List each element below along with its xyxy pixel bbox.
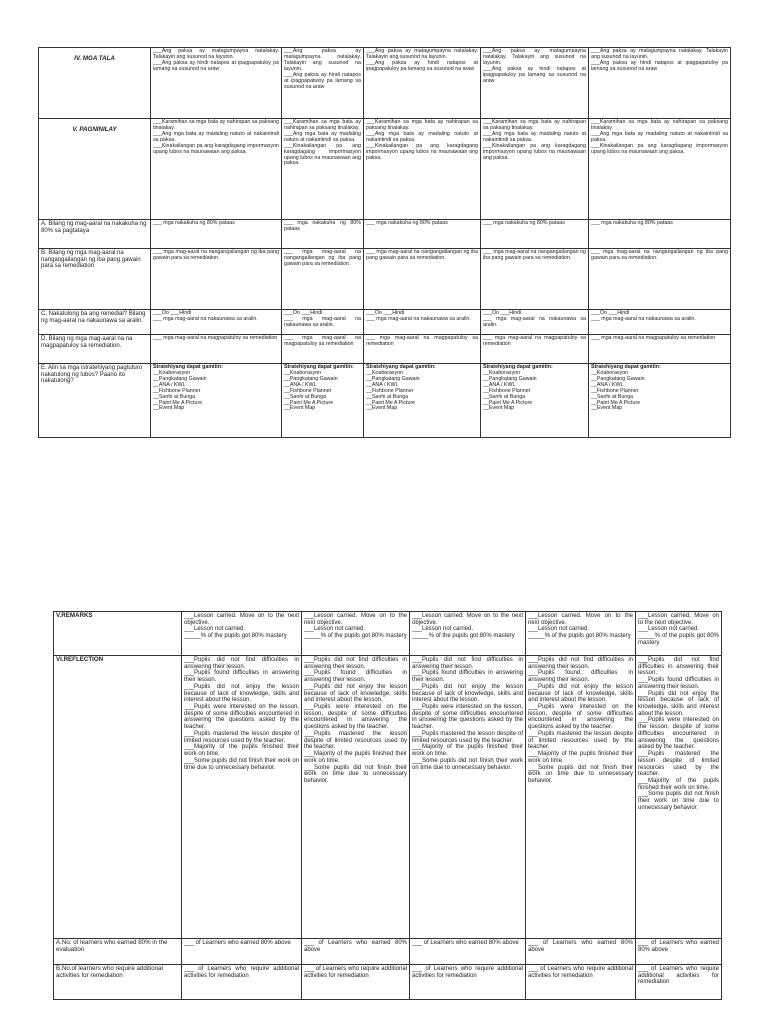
cell-line: ___ of Learners who earned 80% above	[528, 940, 633, 953]
table-cell	[481, 220, 589, 249]
table-cell	[636, 939, 722, 965]
cell-line: ___Pupils did not find difficulties in answering their lesson.	[304, 657, 407, 670]
table-cell	[481, 249, 589, 310]
row-label: VI.REFLECTION	[54, 656, 182, 939]
table-cell	[282, 48, 364, 119]
cell-line: ___ mga mag-aaral na nangangailangan ng iba pang gawain para sa remediation.	[366, 249, 478, 261]
cell-line: ___Kinakailangan pa ang karagdagang impormasyon upang lubos na maunawaan ang paksa.	[483, 142, 586, 161]
table-cell	[151, 249, 282, 310]
cell-line: _____% of the pupils got 80% mastery	[304, 633, 407, 640]
top-table-mga-tala-pagninilay	[38, 47, 731, 438]
cell-line: __ANA / KWL	[366, 381, 399, 388]
table-cell	[364, 48, 481, 119]
cell-line: ___Ang paksa ay matagumpayna natalakay. Talakayin ang susunod na layunin.	[366, 48, 478, 60]
cell-line: __Pangkatang Gawain	[483, 375, 537, 382]
cell-line: ___Majority of the pupils finished their work on time.	[638, 777, 719, 791]
cell-line: __Paint Me A Picture	[284, 399, 334, 406]
cell-line: ___Some pupils did not finish their work on time due to unnecessary behavior.	[304, 764, 407, 784]
cell-line: ___Karamihan sa mga bata ay nahirapan sa paksang tinalakay.	[591, 119, 728, 131]
cell-line: ___Pupils were interested on the lesson, despite of some difficulties encountered in answering the questions asked by the teacher.	[638, 717, 719, 751]
cell-line: ___Pupils found difficulties in answering their lesson.	[412, 670, 523, 684]
cell-line: ___Pupils did not find difficulties in answering their lesson.	[528, 657, 633, 670]
cell-line: ___Pupils mastered the lesson despite of limited resources used by the teacher.	[184, 730, 299, 744]
cell-line: __Event Map	[284, 405, 316, 412]
cell-line: ___Pupils did not find difficulties in answering their lesson.	[638, 657, 719, 677]
cell-line: __Event Map	[483, 405, 515, 412]
cell-line: ___ mga nakakuha ng 80% pataas	[153, 220, 235, 226]
table-cell	[589, 364, 731, 438]
table-cell	[589, 48, 731, 119]
cell-line: __Fishbone Planner	[366, 387, 414, 394]
cell-line: ___Pupils mastered the lesson despite of limited resources used by the teacher.	[304, 730, 407, 751]
cell-line: __Koaborasyon	[483, 369, 521, 376]
table-row	[39, 364, 731, 438]
cell-line: ___Pupils did not enjoy the lesson because of lack of knowledge, skills and interest about the lesson.	[412, 683, 523, 704]
table-cell	[636, 965, 722, 1000]
cell-line: ___Ang paksa ay hindi natapos at ipagpapatuloy pa lamang sa susunod na araw	[591, 59, 728, 72]
row-label: V.REMARKS	[54, 612, 182, 656]
cell-line: ___Oo ___Hindi	[483, 310, 522, 316]
row-label: C. Nakatulong ba ang remedial? Bilang ng mag-aaral na nakaunawa sa aralin.	[39, 310, 151, 335]
cell-line: ___Ang paksa ay hindi natapos at ipagpapatuloy pa lamang sa susunod na araw	[284, 71, 361, 90]
table-cell	[364, 119, 481, 220]
cell-line: __Event Map	[153, 405, 185, 412]
cell-line: ___Pupils found difficulties in answering their lesson.	[528, 670, 633, 684]
table-cell	[481, 310, 589, 335]
cell-line: ___Karamihan sa mga bata ay nahirapan sa paksang tinalakay.	[284, 119, 361, 131]
cell-line: ___Some pupils did not finish their work on time due to unnecessary behavior.	[638, 791, 719, 811]
cell-line: ___Pupils were interested on the lesson, despite of some difficulties encountered in answering the questions asked by the teacher.	[304, 704, 407, 731]
cell-line: ___ of Learners who earned 80% above	[304, 940, 407, 953]
cell-line: __Event Map	[366, 405, 398, 412]
table-cell	[151, 220, 282, 249]
table-cell	[151, 119, 282, 220]
cell-line: ___Pupils were interested on the lesson, despite of some difficulties encountered in answering the questions asked by the teacher.	[184, 704, 299, 731]
strategy-heading: Stratehiyang dapat gamitin:	[153, 364, 223, 370]
cell-line: ___Pupils were interested on the lesson, despite of some difficulties encountered in answering the questions asked by the teacher.	[412, 704, 523, 731]
table-cell	[151, 335, 282, 364]
table-cell	[526, 939, 636, 965]
cell-line: ___ of Learners who require additional activities for remediation	[528, 966, 633, 979]
cell-line: ___Lesson not carried.	[412, 626, 474, 633]
table-cell	[526, 612, 636, 656]
strategy-heading: Stratehiyang dapat gamitin:	[591, 364, 661, 370]
table-cell	[282, 310, 364, 335]
table-cell	[182, 656, 302, 939]
table-cell	[410, 939, 526, 965]
table-cell	[302, 939, 410, 965]
cell-line: __Pangkatang Gawain	[591, 375, 645, 382]
cell-line: ___Ang mga bata ay madaling natuto at nakaintindi sa paksa.	[366, 130, 478, 143]
cell-line: ___Some pupils did not finish their work on time due to unnecessary behavior.	[412, 757, 523, 771]
table-cell	[364, 310, 481, 335]
cell-line: ___Lesson not carried.	[638, 626, 700, 633]
cell-line: __Paint Me A Picture	[366, 399, 416, 406]
table-cell	[636, 612, 722, 656]
cell-line: __Pangkatang Gawain	[366, 375, 420, 382]
cell-line: __Sanhi at Bunga	[153, 393, 196, 400]
cell-line: __Paint Me A Picture	[591, 399, 641, 406]
table-cell	[282, 249, 364, 310]
cell-line: ___ mga mag-aaral na nakaunawa sa aralin.	[591, 315, 696, 322]
cell-line: ___ mga mag-aaral na nangangailangan ng iba pang gawain para sa remediation.	[591, 249, 728, 261]
cell-line: __Sanhi at Bunga	[284, 393, 327, 400]
cell-line: ___Pupils mastered the lesson despite of limited resources used by the teacher.	[412, 730, 523, 744]
strategy-heading: Stratehiyang dapat gamitin:	[284, 364, 354, 370]
table-cell	[636, 656, 722, 939]
cell-line: ___ mga mag-aaral na nakaunawa sa aralin.	[366, 315, 471, 322]
cell-line: ___Ang mga bata ay madaling natuto at nakaintindi sa paksa.	[591, 130, 728, 143]
table-row	[54, 656, 722, 939]
cell-line: ___ mga mag-aaral na magpapatuloy sa remediation	[284, 335, 361, 347]
cell-line: ___Lesson carried. Move on to the next objective.	[638, 613, 719, 626]
cell-line: ___Ang paksa ay hindi natapos at ipagpapatuloy pa lamang sa susunod na araw	[153, 59, 279, 72]
table-cell	[364, 249, 481, 310]
cell-line: ___Lesson not carried.	[184, 626, 246, 633]
cell-line: ___ mga mag-aaral na magpapatuloy sa remediation	[591, 335, 716, 341]
cell-line: ___Lesson carried. Move on to the next objective.	[528, 613, 633, 626]
table-cell	[410, 612, 526, 656]
table-cell	[481, 335, 589, 364]
table-cell	[282, 119, 364, 220]
cell-line: ___Pupils did not enjoy the lesson because of lack of knowledge, skills and interest about the lesson.	[304, 683, 407, 704]
row-label: A. Bilang ng mag-aaral na nakakuha ng 80% sa pagtataya	[39, 220, 151, 249]
cell-line: ___ mga nakakuha ng 80% pataas	[284, 220, 361, 232]
cell-line: __Sanhi at Bunga	[591, 393, 634, 400]
cell-line: __Sanhi at Bunga	[483, 393, 526, 400]
cell-line: ___ mga mag-aaral na nakaunawa sa aralin.	[483, 315, 586, 328]
table-cell	[282, 364, 364, 438]
cell-line: __Koaborasyon	[366, 369, 404, 376]
table-row	[39, 48, 731, 119]
cell-line: ___Ang paksa ay matagumpayna natalakay. Talakayin ang susunod na layunin.	[284, 48, 361, 72]
table-cell	[364, 335, 481, 364]
bottom-table-remarks-reflection	[53, 611, 722, 1000]
table-row	[39, 335, 731, 364]
cell-line: ___Kinakailangan pa ang karagdagang impormasyon upang lubos na maunawaan ang paksa.	[591, 142, 728, 155]
cell-line: ___ mga mag-aaral na magpapatuloy sa remediation	[483, 335, 586, 347]
table-row	[39, 119, 731, 220]
cell-line: ___ of Learners who earned 80% above	[184, 940, 291, 946]
table-cell	[182, 965, 302, 1000]
cell-line: ___Pupils did not enjoy the lesson because of lack of knowledge, skills and interest about the lesson.	[184, 683, 299, 704]
cell-line: ___Karamihan sa mga bata ay nahirapan sa paksang tinalakay.	[366, 119, 478, 131]
cell-line: ___Lesson carried. Move on to the next objective.	[412, 613, 523, 626]
table-cell	[302, 612, 410, 656]
cell-line: ___Majority of the pupils finished their work on time.	[304, 751, 407, 764]
table-cell	[481, 119, 589, 220]
table-cell	[364, 364, 481, 438]
cell-line: __Koaborasyon	[591, 369, 629, 376]
cell-line: ___Some pupils did not finish their work on time due to unnecessary behavior.	[184, 757, 299, 771]
cell-line: __Event Map	[591, 405, 623, 412]
cell-line: ___Ang paksa ay hindi natapos at ipagpapatuloy pa lamang sa susunod na araw	[366, 59, 478, 72]
table-cell	[410, 965, 526, 1000]
cell-line: ___Pupils mastered the lesson despite of limited resources used by the teacher.	[638, 751, 719, 778]
cell-line: ___Oo ___Hindi	[366, 310, 405, 316]
cell-line: ___Ang paksa ay matagumpayna natalakay. Talakayin ang susunod na layunin.	[483, 48, 586, 66]
cell-line: ___ of Learners who earned 80% above	[638, 940, 719, 953]
cell-line: __Fishbone Planner	[483, 387, 531, 394]
cell-line: __Paint Me A Picture	[483, 399, 533, 406]
table-row	[39, 249, 731, 310]
row-label: B.No.of learners who require additional activities for remediation	[54, 965, 182, 1000]
table-row	[54, 939, 722, 965]
table-cell	[182, 939, 302, 965]
table-cell	[481, 364, 589, 438]
cell-line: __ANA / KWL	[591, 381, 624, 388]
cell-line: ___Karamihan sa mga bata ay nahirapan sa paksang tinalakay.	[153, 119, 279, 131]
table-cell	[481, 48, 589, 119]
cell-line: _____% of the pupils got 80% mastery	[412, 633, 515, 640]
cell-line: ___Pupils found difficulties in answering their lesson.	[304, 670, 407, 684]
row-label: B. Bilang ng mga mag-aaral na nangangailangan ng iba pang gawain para sa remediation	[39, 249, 151, 310]
row-label: D. Bilang ng mga mag-aaral na na magpapatuloy sa remediation.	[39, 335, 151, 364]
cell-line: ___Oo ___Hindi	[153, 310, 192, 316]
cell-line: ___Pupils were interested on the lesson, despite of some difficulties encountered in answering the questions asked by the teacher.	[528, 704, 633, 731]
cell-line: ___ of Learners who require additional activities for remediation	[412, 966, 523, 979]
cell-line: ___ mga mag-aaral na nangangailangan ng iba pang gawain para sa remediation.	[153, 249, 279, 261]
cell-line: __Sanhi at Bunga	[366, 393, 409, 400]
cell-line: ___Pupils did not enjoy the lesson because of lack of knowledge, skills and interest about the lesson.	[638, 690, 719, 717]
table-cell	[151, 310, 282, 335]
cell-line: ___Pupils found difficulties in answering their lesson.	[184, 670, 299, 684]
table-cell	[302, 656, 410, 939]
cell-line: __Fishbone Planner	[153, 387, 201, 394]
cell-line: ___Ang mga bata ay madaling natuto at nakaintindi sa paksa.	[284, 130, 361, 143]
table-row	[54, 965, 722, 1000]
cell-line: __Koaborasyon	[153, 369, 191, 376]
cell-line: __ANA / KWL	[284, 381, 317, 388]
cell-line: ___Pupils did not find difficulties in answering their lesson.	[412, 657, 523, 670]
table-row	[39, 310, 731, 335]
cell-line: __Pangkatang Gawain	[153, 375, 207, 382]
cell-line: ___Pupils did not enjoy the lesson because of lack of knowledge, skills and interest about the lesson.	[528, 683, 633, 704]
cell-line: ___ mga mag-aaral na magpapatuloy sa remediation	[366, 335, 478, 347]
cell-line: ___Oo ___Hindi	[591, 310, 630, 316]
cell-line: ___Ang paksa ay hindi natapos at ipagpapatuloy pa lamang sa susunod na araw	[483, 65, 586, 84]
cell-line: ___Ang mga bata ay madaling natuto at nakaintindi sa paksa.	[483, 130, 586, 143]
cell-line: ___ mga mag-aaral na nakaunawa sa aralin.	[284, 315, 361, 328]
table-cell	[410, 656, 526, 939]
cell-line: ___Kinakailangan pa ang karagdagang impormasyon upang lubos na maunawaan ang paksa.	[153, 142, 279, 155]
table-cell	[151, 48, 282, 119]
cell-line: ___Ang mga bata ay madaling natuto at nakaintindi sa paksa.	[153, 130, 279, 143]
cell-line: ___ of Learners who require additional activities for remediation	[638, 966, 719, 986]
cell-line: _____% of the pupils got 80% mastery	[638, 633, 719, 646]
cell-line: ___Pupils found difficulties in answering their lesson.	[638, 677, 719, 690]
cell-line: ___ of Learners who require additional activities for remediation	[304, 966, 407, 979]
cell-line: ___Ang paksa ay matagumpayna natalakay. Talakayin ang susunod na layunin.	[153, 48, 279, 60]
cell-line: __ANA / KWL	[153, 381, 186, 388]
cell-line: _____% of the pupils got 80% mastery	[528, 633, 631, 640]
cell-line: ___Some pupils did not finish their work on time due to unnecessary behavior.	[528, 764, 633, 784]
table-cell	[589, 249, 731, 310]
cell-line: ___Majority of the pupils finished their work on time.	[184, 744, 299, 758]
cell-line: ___Kinakailangan pa ang karagdagang impormasyon upang lubos na maunawaan ang paksa.	[284, 142, 361, 167]
cell-line: ___ mga mag-aaral na nakaunawa sa aralin.	[153, 315, 258, 322]
cell-line: ___Majority of the pupils finished their work on time.	[412, 744, 523, 758]
cell-line: ___ mga mag-aaral na magpapatuloy sa remediation	[153, 335, 278, 341]
cell-line: ___Lesson carried. Move on to the next objective.	[184, 613, 299, 626]
table-cell	[302, 965, 410, 1000]
cell-line: __Paint Me A Picture	[153, 399, 203, 406]
row-label: V. PAGNINILAY	[39, 119, 151, 220]
cell-line: __Pangkatang Gawain	[284, 375, 338, 382]
cell-line: __ANA / KWL	[483, 381, 516, 388]
table-cell	[282, 220, 364, 249]
table-cell	[364, 220, 481, 249]
cell-line: ___Oo ___Hindi	[284, 310, 323, 316]
strategy-heading: Stratehiyang dapat gamitin:	[366, 364, 436, 370]
cell-line: __Fishbone Planner	[591, 387, 639, 394]
cell-line: ___ mga mag-aaral na nangangailangan ng iba pang gawain para sa remediation.	[483, 249, 586, 261]
cell-line: ___Pupils mastered the lesson despite of limited resources used by the teacher.	[528, 730, 633, 751]
row-label: IV. MGA TALA	[39, 48, 151, 119]
table-cell	[589, 310, 731, 335]
cell-line: ___Majority of the pupils finished their work on time.	[528, 751, 633, 764]
table-row	[39, 220, 731, 249]
cell-line: __Fishbone Planner	[284, 387, 332, 394]
row-label: E. Alin sa mga istratehiyang pagtuturo nakatulong ng lubos? Paano ito nakatulong?	[39, 364, 151, 438]
table-cell	[589, 335, 731, 364]
cell-line: ___ mga nakakuha ng 80% pataas	[591, 220, 673, 226]
cell-line: ___Pupils did not find difficulties in answering their lesson.	[184, 657, 299, 670]
table-cell	[282, 335, 364, 364]
table-row	[54, 612, 722, 656]
cell-line: ___ mga nakakuha ng 80% pataas	[366, 220, 448, 226]
table-cell	[589, 119, 731, 220]
table-cell	[151, 364, 282, 438]
cell-line: ___Lesson not carried.	[528, 626, 590, 633]
cell-line: ___Kinakailangan pa ang karagdagang impormasyon upang lubos na maunawaan ang paksa.	[366, 142, 478, 161]
cell-line: _____% of the pupils got 80% mastery	[184, 633, 287, 640]
strategy-heading: Stratehiyang dapat gamitin:	[483, 364, 553, 370]
cell-line: ___ mga mag-aaral na nangangailangan ng iba pang gawain para sa remediation.	[284, 249, 361, 267]
cell-line: __Koaborasyon	[284, 369, 322, 376]
cell-line: ___ mga nakakuha ng 80% pataas	[483, 220, 565, 226]
cell-line: ___Lesson not carried.	[304, 626, 366, 633]
row-label: A.No. of learners who earned 80% in the evaluation	[54, 939, 182, 965]
cell-line: ___ of Learners who require additional activities for remediation	[184, 966, 299, 979]
cell-line: ___Lesson carried. Move on to the next objective.	[304, 613, 407, 626]
cell-line: ___Karamihan sa mga bata ay nahirapan sa paksang tinalakay.	[483, 119, 586, 131]
cell-line: ___Ang paksa ay matagumpayna natalakay. Talakayin ang susunod na layunin.	[591, 48, 728, 60]
table-cell	[589, 220, 731, 249]
table-cell	[526, 656, 636, 939]
table-cell	[526, 965, 636, 1000]
table-cell	[182, 612, 302, 656]
cell-line: ___ of Learners who earned 80% above	[412, 940, 519, 946]
